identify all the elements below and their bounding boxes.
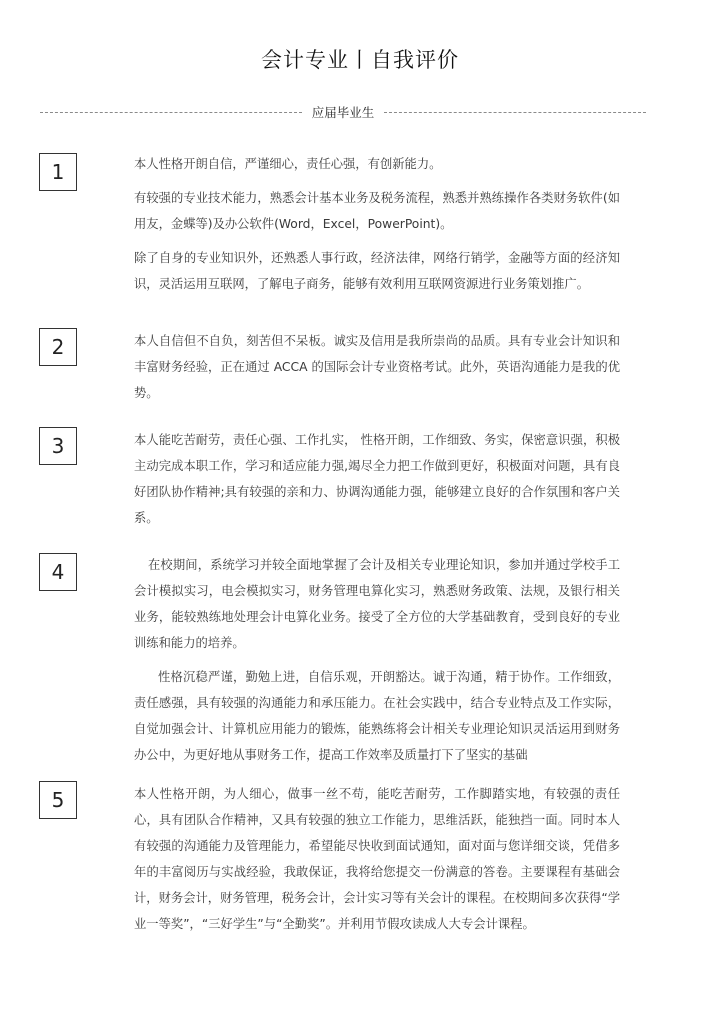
section-number-5: 5 xyxy=(39,781,77,819)
section-5-text xyxy=(134,781,620,937)
dashed-line-left xyxy=(40,112,302,113)
section-4-paragraph-1: 在校期间，系统学习并较全面地掌握了会计及相关专业理论知识，参加并通过学校手工会计模拟实习，电会模拟实习，财务管理电算化实习，熟悉财务政策、法规，及银行相关业务，能较熟练地处理会计电算化业务。接受了全方位的大学基础教育，受到良好的专业训练和能力的培养。 xyxy=(134,558,620,650)
section-number-3: 3 xyxy=(39,427,77,465)
dashed-line-right xyxy=(384,112,646,113)
section-5-paragraph-1: 本人性格开朗，为人细心，做事一丝不苟，能吃苦耐劳，工作脚踏实地，有较强的责任心，具有团队合作精神，又具有较强的独立工作能力，思维活跃，能独挡一面。同时本人有较强的沟通能力及管理能力，希望能尽快收到面试通知，面对面与您详细交谈，凭借多年的丰富阅历与实战经验，我敢保证，我将给您提交一份满意的答卷。主要课程有基础会计，财务会计，财务管理，税务会计，会计实习等有关会计的课程。在校期间多次获得“学业一等奖”，“三好学生”与“全勤奖”。并利用节假攻读成人大专会计课程。 xyxy=(134,787,620,931)
section-1-paragraph-1: 本人性格开朗自信，严谨细心，责任心强，有创新能力。 xyxy=(134,157,442,171)
section-1-paragraph-3: 除了自身的专业知识外，还熟悉人事行政，经济法律，网络行销学，金融等方面的经济知识，灵活运用互联网，了解电子商务，能够有效利用互联网资源进行业务策划推广。 xyxy=(134,251,620,291)
section-1-paragraph-2: 有较强的专业技术能力，熟悉会计基本业务及税务流程，熟悉并熟练操作各类财务软件(如用友，金蝶等)及办公软件(Word，Excel，PowerPoint)。 xyxy=(134,191,620,231)
section-2-text xyxy=(134,328,620,406)
page-subtitle: 应届毕业生 xyxy=(311,105,375,120)
section-4-text xyxy=(134,552,620,768)
section-3-text xyxy=(134,427,620,531)
section-2-paragraph-1: 本人自信但不自负，刻苦但不呆板。诚实及信用是我所崇尚的品质。具有专业会计知识和丰富财务经验，正在通过 ACCA 的国际会计专业资格考试。此外，英语沟通能力是我的优势。 xyxy=(134,334,620,400)
subtitle-divider xyxy=(40,103,646,121)
page-title: 会计专业丨自我评价 xyxy=(261,48,459,72)
section-number-2: 2 xyxy=(39,328,77,366)
section-4-paragraph-2: 性格沉稳严谨，勤勉上进，自信乐观，开朗豁达。诚于沟通，精于协作。工作细致，责任感强，具有较强的沟通能力和承压能力。在社会实践中，结合专业特点及工作实际，自觉加强会计、计算机应用能力的锻炼，能熟练将会计相关专业理论知识灵活运用到财务办公中，为更好地从事财务工作，提高工作效率及质量打下了坚实的基础 xyxy=(134,670,620,762)
section-number-1: 1 xyxy=(39,153,77,191)
section-3-paragraph-1: 本人能吃苦耐劳，责任心强、工作扎实， 性格开朗，工作细致、务实，保密意识强，积极主动完成本职工作，学习和适应能力强,竭尽全力把工作做到更好，积极面对问题，具有良好团队协作精神;具有较强的亲和力、协调沟通能力强，能够建立良好的合作氛围和客户关系。 xyxy=(134,433,620,525)
section-1-text xyxy=(134,151,620,311)
section-number-4: 4 xyxy=(39,553,77,591)
